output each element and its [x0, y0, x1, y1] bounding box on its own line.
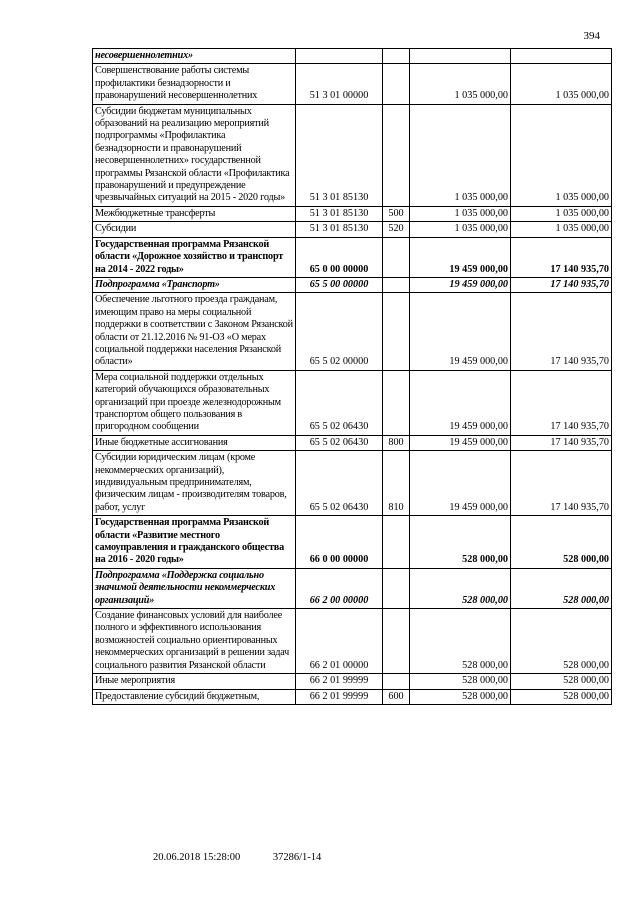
table-row [93, 222, 612, 237]
row-amount-2: 17 140 935,70 [511, 370, 612, 435]
row-amount-2: 528 000,00 [511, 516, 612, 569]
row-csr-code: 65 5 02 06430 [296, 370, 383, 435]
row-amount-2: 528 000,00 [511, 609, 612, 674]
row-vr-code [383, 64, 410, 104]
footer [153, 852, 351, 863]
row-vr-code [383, 609, 410, 674]
table-row [93, 49, 612, 64]
row-vr-code: 520 [383, 222, 410, 237]
table-row [93, 206, 612, 221]
row-amount-2: 1 035 000,00 [511, 222, 612, 237]
row-amount-2: 1 035 000,00 [511, 104, 612, 206]
footer-doc-id: 37286/1-14 [272, 852, 322, 863]
footer-datetime: 20.06.2018 15:28:00 [153, 852, 241, 863]
row-csr-code: 51 3 01 85130 [296, 222, 383, 237]
row-csr-code [296, 49, 383, 64]
row-name: Предоставление субсидий бюджетным, [93, 689, 296, 704]
row-amount-1: 528 000,00 [410, 689, 511, 704]
table-row [93, 237, 612, 277]
row-amount-1: 19 459 000,00 [410, 370, 511, 435]
row-vr-code [383, 674, 410, 689]
row-amount-2: 528 000,00 [511, 689, 612, 704]
row-vr-code [383, 104, 410, 206]
row-csr-code: 66 2 01 00000 [296, 609, 383, 674]
row-name: Субсидии юридическим лицам (кроме некоммерческих организаций), индивидуальным предпринимателям, физическим лицам - производителям товаров, работ, услуг [93, 451, 296, 516]
row-amount-2: 17 140 935,70 [511, 237, 612, 277]
row-name: несовершеннолетних» [93, 49, 296, 64]
row-amount-1: 19 459 000,00 [410, 451, 511, 516]
row-amount-1: 528 000,00 [410, 609, 511, 674]
row-name: Совершенствование работы системы профилактики безнадзорности и правонарушений несовершеннолетних [93, 64, 296, 104]
row-name: Государственная программа Рязанской области «Развитие местного самоуправления и гражданского общества на 2016 - 2020 годы» [93, 516, 296, 569]
row-csr-code: 65 5 02 06430 [296, 451, 383, 516]
row-amount-1: 19 459 000,00 [410, 277, 511, 292]
row-name: Создание финансовых условий для наиболее полного и эффективного использования возможностей социально ориентированных некоммерческих организаций в решении задач социального развития Рязанской области [93, 609, 296, 674]
table-row [93, 568, 612, 608]
table-row [93, 451, 612, 516]
row-amount-2: 528 000,00 [511, 568, 612, 608]
page-number: 394 [583, 30, 600, 42]
row-vr-code: 600 [383, 689, 410, 704]
row-csr-code: 65 5 02 00000 [296, 293, 383, 370]
table-row [93, 104, 612, 206]
table-row [93, 516, 612, 569]
row-vr-code [383, 568, 410, 608]
row-amount-1: 1 035 000,00 [410, 64, 511, 104]
row-amount-1: 528 000,00 [410, 516, 511, 569]
row-csr-code: 66 2 01 99999 [296, 689, 383, 704]
row-name: Субсидии [93, 222, 296, 237]
row-amount-1: 1 035 000,00 [410, 104, 511, 206]
row-name: Подпрограмма «Поддержка социально значимой деятельности некоммерческих организаций» [93, 568, 296, 608]
row-vr-code: 810 [383, 451, 410, 516]
row-name: Иные мероприятия [93, 674, 296, 689]
table-row [93, 435, 612, 450]
row-vr-code [383, 370, 410, 435]
row-csr-code: 51 3 01 85130 [296, 104, 383, 206]
row-amount-2: 1 035 000,00 [511, 206, 612, 221]
row-vr-code: 800 [383, 435, 410, 450]
row-amount-2: 17 140 935,70 [511, 435, 612, 450]
row-vr-code [383, 516, 410, 569]
row-vr-code [383, 49, 410, 64]
row-name: Иные бюджетные ассигнования [93, 435, 296, 450]
row-vr-code [383, 277, 410, 292]
row-vr-code: 500 [383, 206, 410, 221]
row-amount-1: 528 000,00 [410, 568, 511, 608]
row-amount-2: 1 035 000,00 [511, 64, 612, 104]
row-name: Обеспечение льготного проезда гражданам, имеющим право на меры социальной поддержки в соответствии с Законом Рязанской области от 21.12.2016 № 91-ОЗ «О мерах социальной поддержки населения Рязанской области» [93, 293, 296, 370]
row-amount-1 [410, 49, 511, 64]
table-row [93, 370, 612, 435]
row-amount-1: 1 035 000,00 [410, 222, 511, 237]
table-row [93, 64, 612, 104]
row-amount-2 [511, 49, 612, 64]
row-csr-code: 66 2 00 00000 [296, 568, 383, 608]
row-name: Подпрограмма «Транспорт» [93, 277, 296, 292]
row-csr-code: 65 5 02 06430 [296, 435, 383, 450]
row-name: Субсидии бюджетам муниципальных образований на реализацию мероприятий подпрограммы «Профилактика безнадзорности и правонарушений несовершеннолетних» государственной программы Рязанской области «Профилактика правонарушений и предупреждение чрезвычайных ситуаций на 2015 - 2020 годы» [93, 104, 296, 206]
row-vr-code [383, 237, 410, 277]
table-row [93, 609, 612, 674]
row-csr-code: 51 3 01 85130 [296, 206, 383, 221]
row-csr-code: 66 0 00 00000 [296, 516, 383, 569]
row-amount-1: 1 035 000,00 [410, 206, 511, 221]
row-amount-1: 528 000,00 [410, 674, 511, 689]
row-amount-1: 19 459 000,00 [410, 237, 511, 277]
row-csr-code: 65 0 00 00000 [296, 237, 383, 277]
row-amount-2: 17 140 935,70 [511, 277, 612, 292]
row-csr-code: 51 3 01 00000 [296, 64, 383, 104]
row-amount-2: 528 000,00 [511, 674, 612, 689]
table-row [93, 293, 612, 370]
row-name: Межбюджетные трансферты [93, 206, 296, 221]
row-amount-2: 17 140 935,70 [511, 451, 612, 516]
row-csr-code: 66 2 01 99999 [296, 674, 383, 689]
table-row [93, 689, 612, 704]
row-name: Мера социальной поддержки отдельных категорий обучающихся образовательных организаций при проезде железнодорожным транспортом общего пользования в пригородном сообщении [93, 370, 296, 435]
row-name: Государственная программа Рязанской области «Дорожное хозяйство и транспорт на 2014 - 2022 годы» [93, 237, 296, 277]
row-csr-code: 65 5 00 00000 [296, 277, 383, 292]
row-amount-1: 19 459 000,00 [410, 293, 511, 370]
table-row [93, 277, 612, 292]
row-vr-code [383, 293, 410, 370]
budget-table [92, 48, 612, 705]
table-row [93, 674, 612, 689]
row-amount-2: 17 140 935,70 [511, 293, 612, 370]
row-amount-1: 19 459 000,00 [410, 435, 511, 450]
